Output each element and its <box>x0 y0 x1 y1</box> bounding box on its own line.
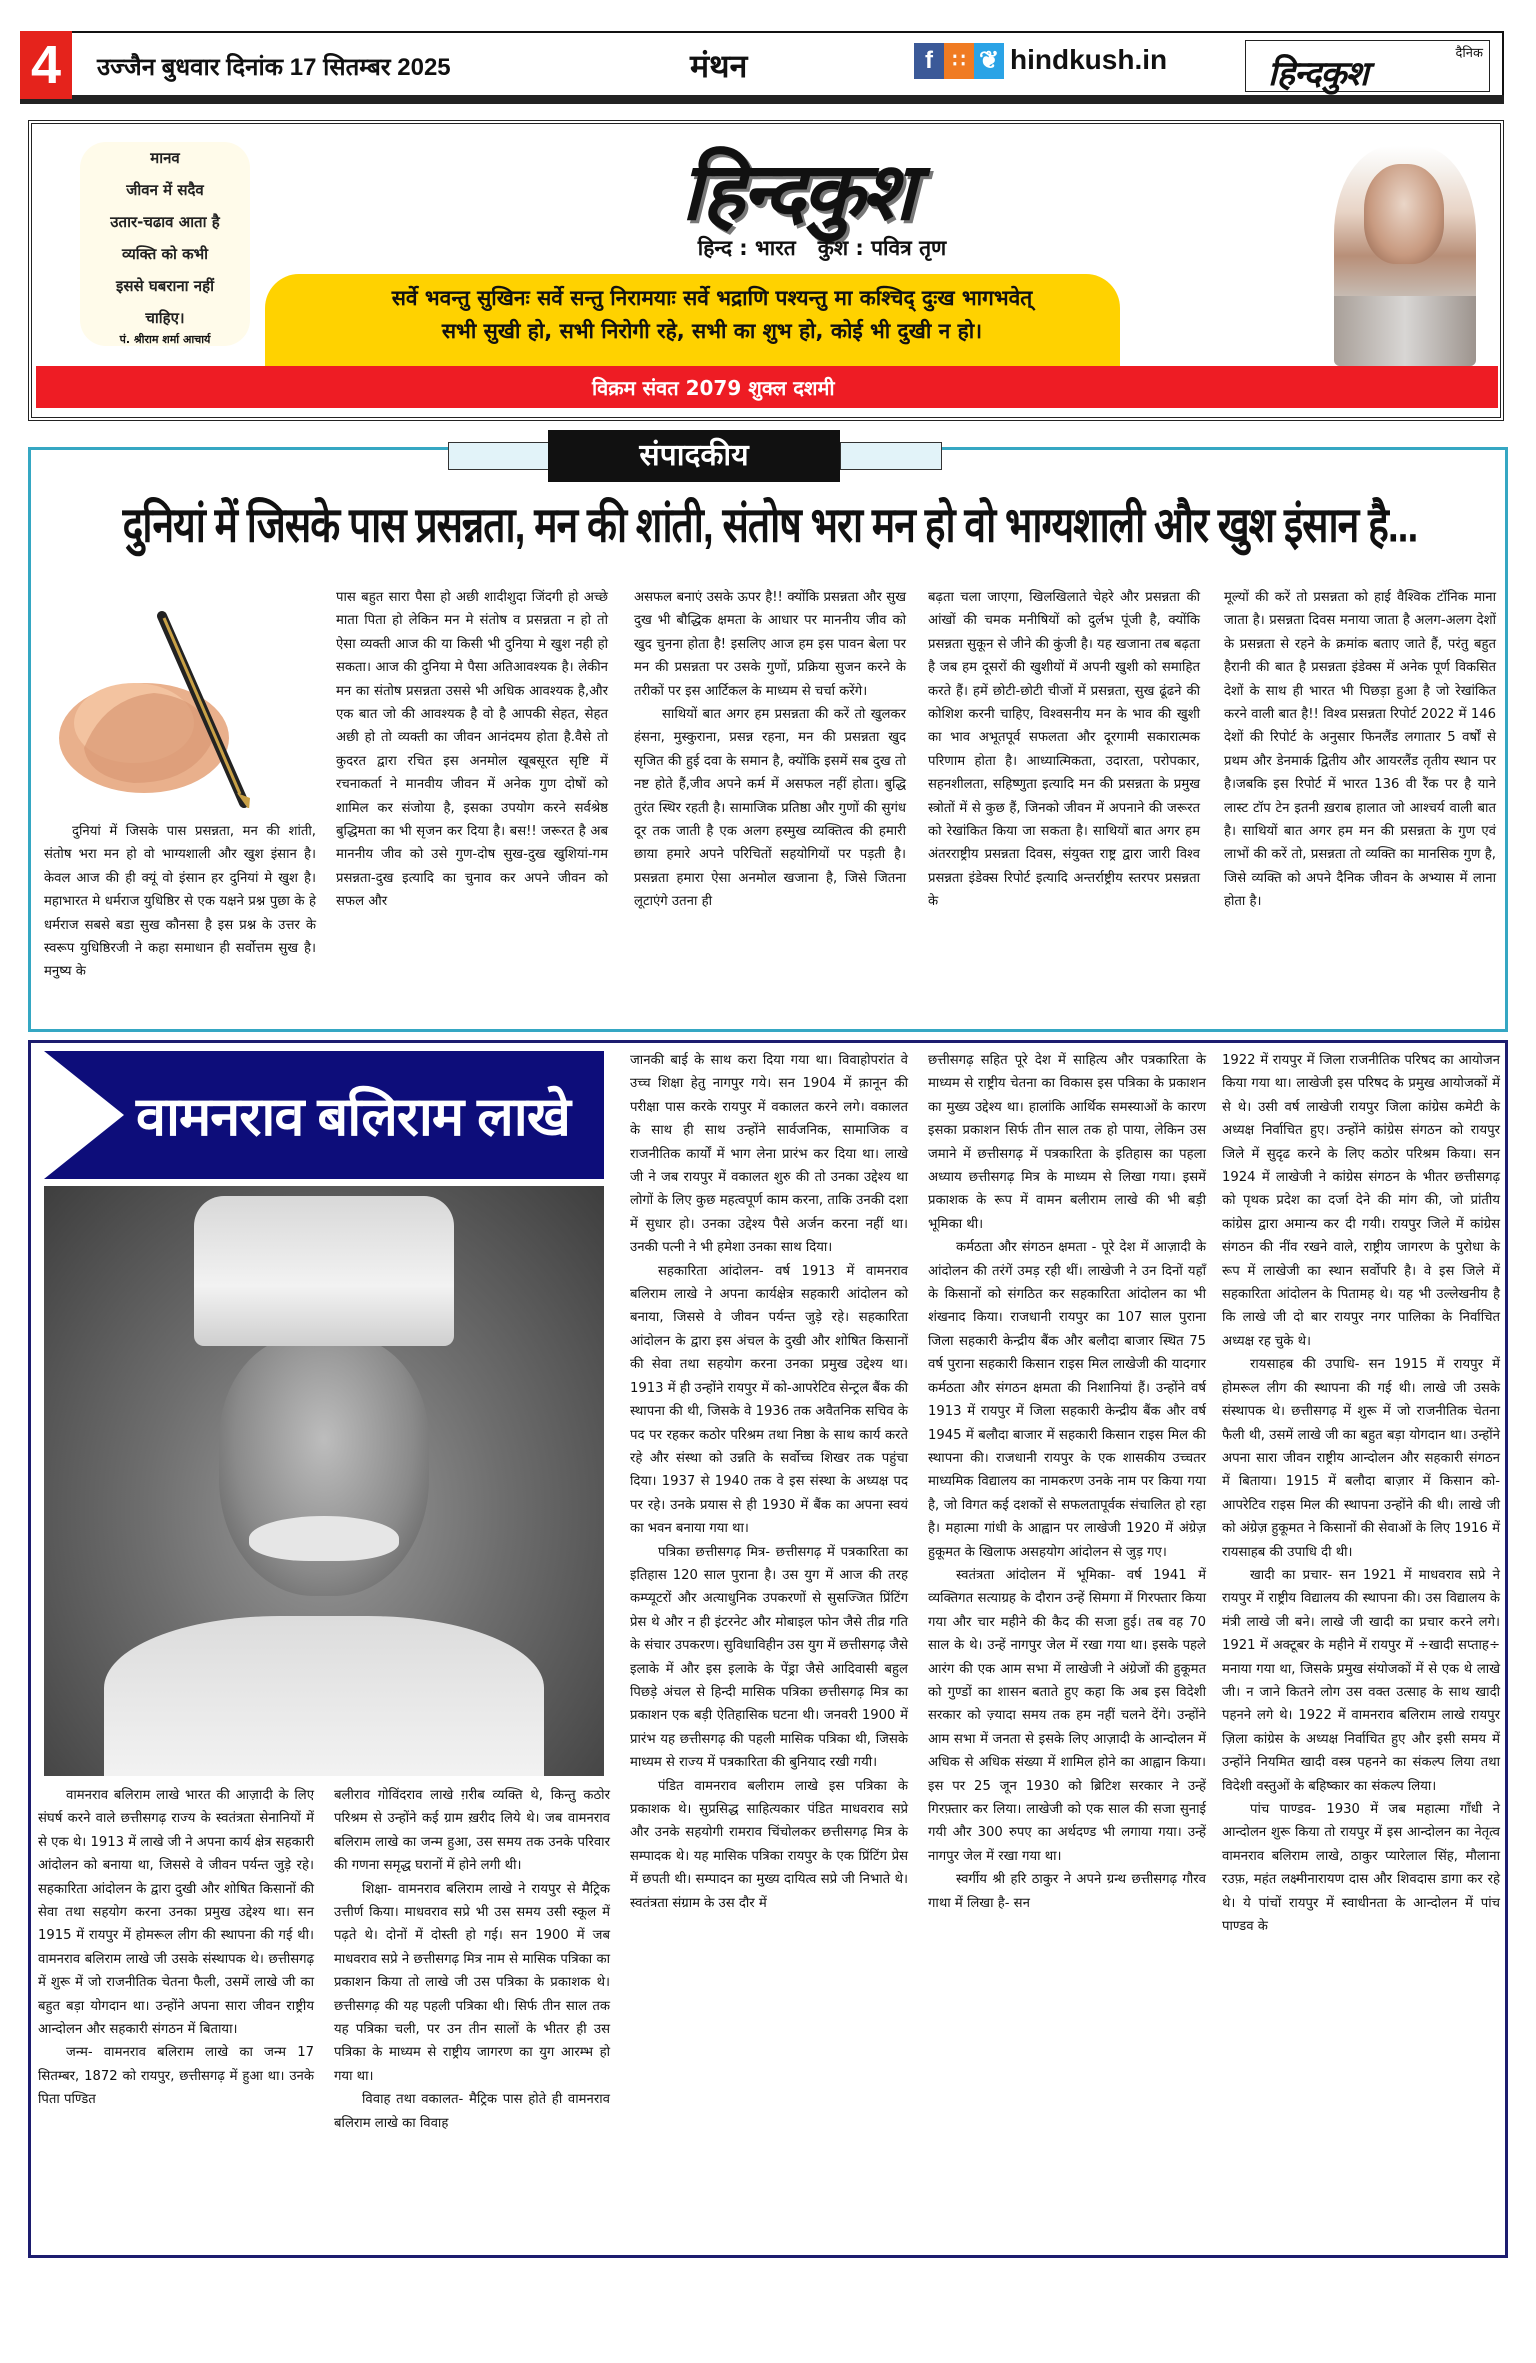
rss-icon[interactable]: ∷ <box>944 43 974 79</box>
pen-hand-illustration <box>44 598 264 808</box>
paragraph: खादी का प्रचार- सन 1921 में माधवराव सप्रे ने रायपुर में राष्ट्रीय विद्यालय की स्थापना की। उस विद्यालय के मंत्री लाखे जी बने। लाखे जी खादी का प्रचार करने लगे। 1921 में अक्टूबर के महीने में रायपुर में ÷खादी सप्ताह÷ मनाया गया था, जिसके प्रमुख संयोजकों में से एक थे लाखे जी। न जाने कितने लोग उस वक्त उत्साह के साथ खादी पहनने लगे थे। 1922 में वामनराव बलिराम लाखे रायपुर ज़िला कांग्रेस के अध्यक्ष निर्वाचित हुए और इसी समय में उन्होंने नियमित खादी वस्त्र पहनने का संकल्प लिया तथा विदेशी वस्तुओं के बहिष्कार का संकल्प लिया। <box>1222 1567 1500 1794</box>
paragraph: पास बहुत सारा पैसा हो अछी शादीशुदा जिंदगी हो अच्छे माता पिता हो लेकिन मन मे संतोष व प्रसन्नता न हो तो ऐसा व्यक्ती आज की या किसी भी दुनिया मे खुश नही हो सकता। आज की दुनिया मे पैसा अतिआवश्यक है। लेकीन मन का संतोष प्रसन्नता उससे भी अधिक आवश्यक है,और एक बात जो की आवश्यक है वो है आपकी सेहत, सेहत अछी हो तो व्यक्ती का जीवन आनंदमय होता है.वैसे तो कुदरत द्वारा रचित इस अनमोल खूबसूरत सृष्टि में रचनाकर्ता ने मानवीय जीवन में अनेक गुण दोषों को शामिल कर संजोया है, इसका उपयोग करने सर्वश्रेष्ठ बुद्धिमता का भी सृजन कर दिया है। बस!! जरूरत है अब माननीय जीव को उसे गुण-दोष सुख-दुख खुशियां-गम प्रसन्नता-दुख इत्यादि का चुनाव कर अपने जीवन को सफल और <box>336 590 608 910</box>
brand-logo: हिन्दकुश <box>681 144 913 238</box>
biography-column-2 <box>334 1784 610 2135</box>
twitter-icon[interactable]: ❦ <box>974 43 1004 79</box>
section-name: मंथन <box>690 48 748 84</box>
samvat-text: विक्रम संवत 2079 शुक्ल दशमी <box>592 376 835 400</box>
header-logo <box>1245 40 1490 92</box>
paragraph: असफल बनाएं उसके ऊपर है!! क्योंकि प्रसन्नता और सुख दुख भी बौद्धिक क्षमता के आधार पर माननीय जीव को खुद चुनना होता है! इसलिए आज हम इस पावन बेला पर मन की प्रसन्नता पर उसके गुणों, प्रक्रिया सुजन करने के तरीकों पर इस आर्टिकल के माध्यम से चर्चा करेंगे। <box>634 590 906 699</box>
editorial-column-2 <box>336 586 608 914</box>
biography-column-3 <box>630 1049 908 1915</box>
paragraph: रायसाहब की उपाधि- सन 1915 में रायपुर में होमरूल लीग की स्थापना की गई थी। लाखे जी उसके संस्थापक थे। छत्तीसगढ़ में शुरू में जो राजनीतिक चेतना फैली थी, उसमें लाखे जी का बहुत बड़ा योगदान था। उन्होंने अपना सारा जीवन राष्ट्रीय आन्दोलन और सहकारी संगठन में बिताया। 1915 में बलौदा बाज़ार में किसान को-आपरेटिव राइस मिल की स्थापना उन्होंने की थी। लाखे जी को अंग्रेज़ हुकूमत ने किसानों की सेवाओं के लिए 1916 में रायसाहब की उपाधि दी थी। <box>1222 1357 1500 1560</box>
logo-daily-label: दैनिक <box>1455 46 1483 61</box>
paragraph: सहकारिता आंदोलन- वर्ष 1913 में वामनराव बलिराम लाखे ने अपना कार्यक्षेत्र सहकारी आंदोलन को बनाया, जिससे वे जीवन पर्यन्त जुड़े रहे। सहकारिता आंदोलन के द्वारा इस अंचल के दुखी और शोषित किसानों की सेवा तथा सहयोग करना उनका प्रमुख उद्देश्य था। 1913 में ही उन्होंने रायपुर में को-आपरेटिव सेन्ट्रल बैंक की स्थापना की थी, जिसके वे 1936 तक अवैतनिक सचिव के पद पर रहकर कठोर परिश्रम तथा निष्ठा के साथ कार्य करते रहे और संस्था को उन्नति के सर्वोच्च शिखर तक पहुंचा दिया। 1937 से 1940 तक वे इस संस्था के अध्यक्ष पद पर रहे। उनके प्रयास से ही 1930 में बैंक का अपना स्वयं का भवन बनाया गया था। <box>630 1263 908 1537</box>
editorial-headline: दुनियां में जिसके पास प्रसन्नता, मन की शांती, संतोष भरा मन हो वो भाग्यशाली और खुश इंसान है... <box>122 498 1418 553</box>
quote-box <box>80 142 250 346</box>
paragraph: पत्रिका छत्तीसगढ़ मित्र- छत्तीसगढ़ में पत्रकारिता का इतिहास 120 साल पुराना है। उस युग में आज की तरह कम्प्यूटरों और अत्याधुनिक उपकरणों से सुसज्जित प्रिंटिंग प्रेस थे और न ही इंटरनेट और मोबाइल फोन जैसे तीव्र गति के संचार उपकरण। सुविधाविहीन उस युग में छत्तीसगढ़ जैसे इलाके में और इस इलाके के पेंड्रा जैसे आदिवासी बहुल पिछड़े अंचल से हिन्दी मासिक पत्रिका छत्तीसगढ़ मित्र का प्रकाशन एक बड़ी ऐतिहासिक घटना थी। जनवरी 1900 में प्रारंभ यह छत्तीसगढ़ की पहली मासिक पत्रिका थी, जिसके माध्यम से राज्य में पत्रकारिता की बुनियाद रखी गयी। <box>630 1544 908 1771</box>
masthead <box>28 120 1504 421</box>
paragraph: जन्म- वामनराव बलिराम लाखे का जन्म 17 सितम्बर, 1872 को रायपुर, छत्तीसगढ़ में हुआ था। उनके पिता पण्डित <box>38 2045 314 2108</box>
paragraph: छत्तीसगढ़ सहित पूरे देश में साहित्य और पत्रकारिता के माध्यम से राष्ट्रीय चेतना का विकास इस पत्रिका के प्रकाशन का मुख्य उद्देश्य था। हालांकि आर्थिक समस्याओं के कारण इसका प्रकाशन सिर्फ तीन साल तक हो पाया, लेकिन उस जमाने में छत्तीसगढ़ में पत्रकारिता के इतिहास का पहला अध्याय छत्तीसगढ़ मित्र के माध्यम से लिखा गया। इसमें प्रकाशक के रूप में वामन बलीराम लाखे की भी बड़ी भूमिका थी। <box>928 1053 1206 1232</box>
motto-sanskrit: सर्वे भवन्तु सुखिनः सर्वे सन्तु निरामयाः सर्वे भद्राणि पश्यन्तु मा कश्चिद् दुःख भागभवेत् <box>391 286 1033 310</box>
facebook-icon[interactable]: f <box>914 43 944 79</box>
dateline: उज्जैन बुधवार दिनांक 17 सितम्बर 2025 <box>97 54 451 81</box>
paragraph: वामनराव बलिराम लाखे भारत की आज़ादी के लिए संघर्ष करने वाले छत्तीसगढ़ राज्य के स्वतंत्रता सेनानियों में से एक थे। 1913 में लाखे जी ने अपना कार्य क्षेत्र सहकारी आंदोलन को बनाया था, जिससे वे जीवन पर्यन्त जुड़े रहे। सहकारिता आंदोलन के द्वारा दुखी और शोषित किसानों की सेवा तथा सहयोग करना उनका प्रमुख उद्देश्य था। सन 1915 में रायपुर में होमरूल लीग की स्थापना की गई थी। वामनराव बलिराम लाखे जी उसके संस्थापक थे। छत्तीसगढ़ में शुरू में जो राजनीतिक चेतना फैली, उसमें लाखे जी का बहुत बड़ा योगदान था। उन्होंने अपना सारा जीवन राष्ट्रीय आन्दोलन और सहकारी संगठन में बिताया। <box>38 1788 314 2038</box>
biography-title: वामनराव बलिराम लाखे <box>136 1087 570 1147</box>
quote-line: चाहिए। <box>145 309 185 327</box>
paragraph: विवाह तथा वकालत- मैट्रिक पास होते ही वामनराव बलिराम लाखे का विवाह <box>334 2092 610 2131</box>
paragraph: कर्मठता और संगठन क्षमता - पूरे देश में आज़ादी के आंदोलन की तरंगें उमड़ रही थीं। लाखेजी ने उन दिनों यहाँ के किसानों को संगठित कर सहकारिता आंदोलन का भी शंखनाद किया। राजधानी रायपुर का 107 साल पुराना जिला सहकारी केन्द्रीय बैंक और बलौदा बाजार स्थित 75 वर्ष पुराना सहकारी किसान राइस मिल लाखेजी की यादगार कर्मठता और संगठन क्षमता की निशानियां हैं। उन्होंने वर्ष 1913 में रायपुर में जिला सहकारी केन्द्रीय बैंक और वर्ष 1945 में बलौदा बाजार में सहकारी किसान राइस मिल की स्थापना की। राजधानी रायपुर के एक शासकीय उच्चतर माध्यमिक विद्यालय का नामकरण उनके नाम पर किया गया है, जो विगत कई दशकों से सफलतापूर्वक संचालित हो रहा है। महात्मा गांधी के आह्वान पर लाखेजी 1920 में अंग्रेज़ हुकूमत के खिलाफ असहयोग आंदोलन से जुड़ गए। <box>928 1240 1206 1560</box>
biography-column-1 <box>38 1784 314 2112</box>
paragraph: पांच पाण्डव- 1930 में जब महात्मा गाँधी ने आन्दोलन शुरू किया तो रायपुर में इस आन्दोलन का नेतृत्व वामनराव बलिराम लाखे, ठाकुर प्यारेलाल सिंह, मौलाना रउफ़, महंत लक्ष्मीनारायण दास और शिवदास डागा कर रहे थे। ये पांचों रायपुर में स्वाधीनता के आन्दोलन में पांच पाण्डव के <box>1222 1802 1500 1935</box>
paragraph: बलीराव गोविंदराव लाखे ग़रीब व्यक्ति थे, किन्तु कठोर परिश्रम से उन्होंने कई ग्राम ख़रीद लिये थे। जब वामनराव बलिराम लाखे का जन्म हुआ, उस समय तक उनके परिवार की गणना समृद्ध घरानों में होने लगी थी। <box>334 1788 610 1874</box>
biography-photo <box>44 1186 604 1776</box>
paragraph: दुनियां में जिसके पास प्रसन्नता, मन की शांती, संतोष भरा मन हो वो भाग्यशाली और खुश इंसान है। केवल आज की ही क्यूं वो इंसान हर दुनियां मे खुश है। महाभारत मे धर्मराज युधिष्ठिर से एक यक्षने प्रश्न पुछा के हे धर्मराज सबसे बडा सुख कौनसा है इस प्रश्न के उत्तर के स्वरूप युधिष्ठिरजी ने कहा समाधान ही सर्वोत्तम सुख है। मनुष्य के <box>44 824 316 980</box>
social-links <box>914 43 1004 79</box>
paragraph: बढ़ता चला जाएगा, खिलखिलाते चेहरे और प्रसन्नता की आंखों की चमक मनीषियों को दुर्लभ पूंजी है, क्योंकि प्रसन्नता सुकून से जीने की कुंजी है। यह खजाना तब बढ़ता है जब हम दूसरों की खुशीयों में अपनी खुशी को समाहित करते हैं। हमें छोटी-छोटी चीजों में प्रसन्नता, सुख ढूंढने की कोशिश करनी चाहिए, विश्वसनीय मन के भाव की खुशी का भाव अभूतपूर्व सफलता और दूरगामी सकारात्मक परिणाम होता है। आध्यात्मिकता, उदारता, परोपकार, सहनशीलता, सहिष्णुता इत्यादि मन की प्रसन्नता के प्रमुख स्त्रोतों में से कुछ हैं, जिनको जीवन में अपनाने की जरूरत को रेखांकित किया जा सकता है। साथियों बात अगर हम अंतरराष्ट्रीय प्रसन्नता दिवस, संयुक्त राष्ट्र द्वारा जारी विश्व प्रसन्नता इंडेक्स रिपोर्ट इत्यादि अन्तर्राष्ट्रीय स्तरपर प्रसन्नता के <box>928 590 1200 910</box>
quote-line: व्यक्ति को कभी <box>121 245 209 263</box>
editorial-column-5 <box>1224 586 1496 914</box>
quote-line: मानव <box>150 149 180 167</box>
founder-portrait <box>1334 146 1476 366</box>
paragraph: पंडित वामनराव बलीराम लाखे इस पत्रिका के प्रकाशक थे। सुप्रसिद्ध साहित्यकार पंडित माधवराव सप्रे और उनके सहयोगी रामराव चिंचोलकर छत्तीसगढ़ मित्र के सम्पादक थे। यह मासिक पत्रिका रायपुर के एक प्रिंटिंग प्रेस में छपती थी। सम्पादन का मुख्य दायित्व सप्रे जी निभाते थे। स्वतंत्रता संग्राम के उस दौर में <box>630 1778 908 1911</box>
paragraph: 1922 में रायपुर में जिला राजनीतिक परिषद का आयोजन किया गया था। लाखेजी इस परिषद के प्रमुख आयोजकों में से थे। उसी वर्ष लाखेजी रायपुर जिला कांग्रेस कमेटी के अध्यक्ष निर्वाचित हुए। उन्होंने कांग्रेस संगठन को रायपुर जिले में सुदृढ करने के लिए कठोर परिश्रम किया। सन 1924 में लाखेजी ने कांग्रेस संगठन के भीतर छत्तीसगढ़ को पृथक प्रदेश का दर्जा देने की मांग की, जो प्रांतीय कांग्रेस द्वारा अमान्य कर दी गयी। रायपुर जिले में कांग्रेस संगठन की नींव रखने वाले, राष्ट्रीय जागरण के पुरोधा के रूप में लाखेजी का स्थान सर्वोपरि है। वे इस जिले में सहकारिता आंदोलन के पितामह थे। यह भी उल्लेखनीय है कि लाखे जी दो बार रायपुर नगर पालिका के निर्वाचित अध्यक्ष रह चुके थे। <box>1222 1053 1500 1349</box>
banner-arrow-icon <box>44 1051 124 1179</box>
paragraph: शिक्षा- वामनराव बलिराम लाखे ने रायपुर से मैट्रिक उत्तीर्ण किया। माधवराव सप्रे भी उस समय उसी स्कूल में पढ़ते थे। दोनों में दोस्ती हो गई। सन 1900 में जब माधवराव सप्रे ने छत्तीसगढ़ मित्र नाम से मासिक पत्रिका का प्रकाशन किया तो लाखे जी उस पत्रिका के प्रकाशक थे। छत्तीसगढ़ की यह पहली पत्रिका थी। सिर्फ तीन साल तक यह पत्रिका चली, पर उन तीन सालों के भीतर ही उस पत्रिका के माध्यम से राष्ट्रीय जागरण का युग आरम्भ हो गया था। <box>334 1881 610 2084</box>
editorial-label: संपादकीय <box>548 430 840 482</box>
page-number: 4 <box>20 31 72 99</box>
biography-banner <box>44 1051 604 1179</box>
logo-name: हिन्दकुश <box>1268 54 1368 94</box>
biography-column-4 <box>928 1049 1206 1915</box>
paragraph: मूल्यों की करें तो प्रसन्नता को हाई वैश्विक टॉनिक माना जाता है। प्रसन्नता दिवस मनाया जाता है अलग-अलग देशों के प्रसन्नता से रहने के क्रमांक बताए जाते हैं, परंतु बहुत हैरानी की बात है प्रसन्नता इंडेक्स में अनेक पूर्ण विकसित देशों के साथ ही भारत भी पिछड़ा हुआ है जो रेखांकित करने वाली बात है!! विश्व प्रसन्नता रिपोर्ट 2022 में 146 देशों की रिपोर्ट के अनुसार फिनलैंड लगातार 5 वर्षों से प्रथम और डेनमार्क द्वितीय और आयरलैंड तृतीय स्थान पर है।जबकि इस रिपोर्ट में भारत 136 वी रैंक पर है याने लास्ट टॉप टेन इतनी ख़राब हालात जो आश्चर्य वाली बात है। साथियों बात अगर हम मन की प्रसन्नता के गुण एवं लाभों की करें तो, प्रसन्नता तो व्यक्ति का मानसिक गुण है, जिसे व्यक्ति को अपने दैनिक जीवन के अभ्यास में लाना होता है। <box>1224 590 1496 910</box>
quote-line: उतार-चढाव आता है <box>110 213 220 231</box>
editorial-column-3 <box>634 586 906 914</box>
quote-line: इससे घबराना नहीं <box>116 277 214 295</box>
top-bar-rule <box>20 95 1504 104</box>
editorial-column-1 <box>44 820 316 984</box>
site-url-link[interactable]: hindkush.in <box>1010 44 1168 75</box>
paragraph: स्वर्गीय श्री हरि ठाकुर ने अपने ग्रन्थ छत्तीसगढ़ गौरव गाथा में लिखा है- सन <box>928 1872 1206 1911</box>
motto-hindi: सभी सुखी हो, सभी निरोगी रहे, सभी का शुभ हो, कोई भी दुखी न हो। <box>441 319 983 343</box>
quote-line: जीवन में सदैव <box>126 181 204 199</box>
paragraph: जानकी बाई के साथ करा दिया गया था। विवाहोपरांत वे उच्च शिक्षा हेतु नागपुर गये। सन 1904 में क़ानून की परीक्षा पास करके रायपुर में वकालत करने लगे। वकालत के साथ ही साथ उन्होंने सार्वजनिक, सामाजिक व राजनीतिक कार्यों में भाग लेना प्रारंभ कर दिया था। लाखे जी ने जब रायपुर में वकालत शुरु की तो उनका उद्देश्य था लोगों के लिए कुछ महत्वपूर्ण काम करना, ताकि उनकी दशा में सुधार हो। उनका उद्देश्य पैसे अर्जन करना नहीं था। उनकी पत्नी ने भी हमेशा उनका साथ दिया। <box>630 1053 908 1256</box>
brand-tagline: हिन्द : भारत कुश : पवित्र तृण <box>697 236 947 260</box>
editorial-column-4 <box>928 586 1200 914</box>
editorial-tab-wing <box>840 442 942 470</box>
paragraph: स्वतंत्रता आंदोलन में भूमिका- वर्ष 1941 में व्यक्तिगत सत्याग्रह के दौरान उन्हें सिमगा में गिरफ्तार किया गया और चार महीने की कैद की सजा हुई। तब वह 70 साल के थे। उन्हें नागपुर जेल में रखा गया था। इसके पहले आरंग की एक आम सभा में लाखेजी ने अंग्रेजों की हुकूमत को गुण्डों का शासन बताते हुए कहा कि अब इस विदेशी सरकार को ज़्यादा समय तक हम नहीं चलने देंगे। उन्होंने आम सभा में जनता से इसके लिए आज़ादी के आन्दोलन में अधिक से अधिक संख्या में शामिल होने का आह्वान किया। इस पर 25 जून 1930 को ब्रिटिश सरकार ने उन्हें गिरफ़्तार कर लिया। लाखेजी को एक साल की सजा सुनाई गयी और 300 रुपए का अर्थदण्ड भी लगाया गया। उन्हें नागपुर जेल में रखा गया था। <box>928 1567 1206 1864</box>
editorial-tab-wing <box>448 442 550 470</box>
quote-author: पं. श्रीराम शर्मा आचार्य <box>119 333 211 346</box>
paragraph: साथियों बात अगर हम प्रसन्नता की करें तो खुलकर हंसना, मुस्कुराना, प्रसन्न रहना, मन की प्रसन्नता खुद सृजित की हुई दवा के समान है, क्योंकि इसमें सब दुख तो नष्ट होते हैं,जीव अपने कर्म में असफल नहीं होता। बुद्धि तुरंत स्थिर रहती है। सामाजिक प्रतिष्ठा और गुणों की सुगंध दूर तक जाती है एक अलग हस्मुख व्यक्तित्व की हमारी छाया हमारे अपने परिचितों सहयोगियों पर पड़ती है। प्रसन्नता हमारा ऐसा अनमोल खजाना है, जिसे जितना लूटाएंगे उतना ही <box>634 707 906 910</box>
biography-column-5 <box>1222 1049 1500 1938</box>
